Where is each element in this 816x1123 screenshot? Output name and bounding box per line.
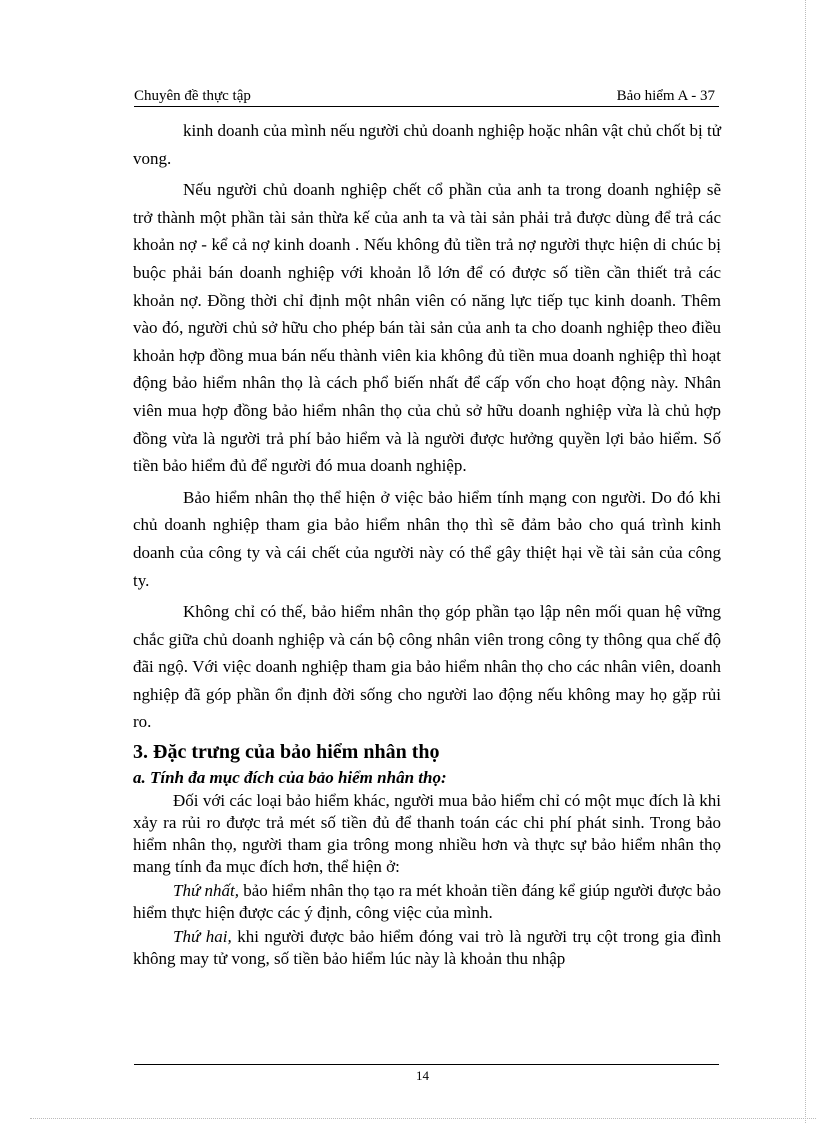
paragraph-relationship: Không chỉ có thế, bảo hiểm nhân thọ góp phần tạo lập nên mối quan hệ vững chắc giữa chủ doanh nghiệp và cán bộ công nhân viên trong công ty thông qua chế độ đãi ngộ. Với việc doanh nghiệp tham gia bảo hiểm nhân thọ cho các nhân viên, doanh nghiệp đã góp phần ổn định đời sống cho người lao động nếu không may họ gặp rủi ro. — [133, 602, 721, 732]
paragraph-second-point — [133, 926, 721, 970]
first-point-text: bảo hiểm nhân thọ tạo ra mét khoản tiền đáng kể giúp người được bảo hiểm thực hiện được các ý định, công việc của mình. — [133, 881, 721, 923]
page-header — [134, 86, 719, 107]
second-point-lead: Thứ hai, — [173, 927, 232, 947]
footer-divider — [134, 1064, 719, 1065]
paragraph-continuation: kinh doanh của mình nếu người chủ doanh nghiệp hoặc nhân vật chủ chốt bị tử vong. — [133, 121, 721, 168]
first-point-lead: Thứ nhất, — [173, 881, 239, 901]
page-edge-right — [805, 0, 806, 1123]
section-heading: 3. Đặc trưng của bảo hiểm nhân thọ — [133, 741, 440, 764]
paragraph-life-insurance: Bảo hiểm nhân thọ thể hiện ở việc bảo hiểm tính mạng con người. Do đó khi chủ doanh nghiệp tham gia bảo hiểm nhân thọ thì sẽ đảm bảo cho quá trình kinh doanh của công ty và cái chết của người này có thể gây thiệt hại về tài sản của công ty. — [133, 487, 721, 590]
header-section: Bảo hiểm A - 37 — [616, 88, 715, 104]
document-body — [133, 117, 721, 970]
paragraph-multipurpose: Đối với các loại bảo hiểm khác, người mua bảo hiểm chỉ có một mục đích là khi xảy ra rủi ro được trả mét số tiền đủ để thanh toán các chi phí phát sinh. Trong bảo hiểm nhân thọ, người tham gia trông mong nhiều hơn và thực sự bảo hiểm nhân thọ mang tính đa mục đích hơn, thể hiện ở: — [133, 791, 721, 877]
paragraph-owner-death: Nếu người chủ doanh nghiệp chết cổ phần của anh ta trong doanh nghiệp sẽ trở thành một phần tài sản thừa kế của anh ta và tài sản phải trả được dùng để trả các khoản nợ - kể cả nợ kinh doanh . Nếu không đủ tiền trả nợ người thực hiện di chúc bị buộc phải bán doanh nghiệp với khoản lỗ lớn để có được số tiền cần thiết trả các khoản nợ. Đồng thời chỉ định một nhân viên có năng lực tiếp tục kinh doanh. Thêm vào đó, người chủ sở hữu cho phép bán tài sản của anh ta cho doanh nghiệp theo điều khoản hợp đồng mua bán nếu thành viên kia không đủ tiền mua doanh nghiệp thì hoạt động bảo hiểm nhân thọ là cách phổ biến nhất để cấp vốn cho hoạt động này. Nhân viên mua hợp đồng bảo hiểm nhân thọ của chủ sở hữu doanh nghiệp vừa là chủ hợp đồng vừa là người trả phí bảo hiểm và là người được hưởng quyền lợi bảo hiểm. Số tiền bảo hiểm đủ để người đó mua doanh nghiệp. — [133, 180, 721, 476]
header-title: Chuyên đề thực tập — [134, 88, 251, 104]
page-number: 14 — [416, 1068, 429, 1083]
subsection-heading: a. Tính đa mục đích của bảo hiểm nhân thọ: — [133, 768, 447, 788]
second-point-text: khi người được bảo hiểm đóng vai trò là người trụ cột trong gia đình không may tử vong, số tiền bảo hiểm lúc này là khoản thu nhập — [133, 927, 721, 969]
paragraph-first-point — [133, 880, 721, 924]
page-edge-bottom — [30, 1118, 816, 1119]
